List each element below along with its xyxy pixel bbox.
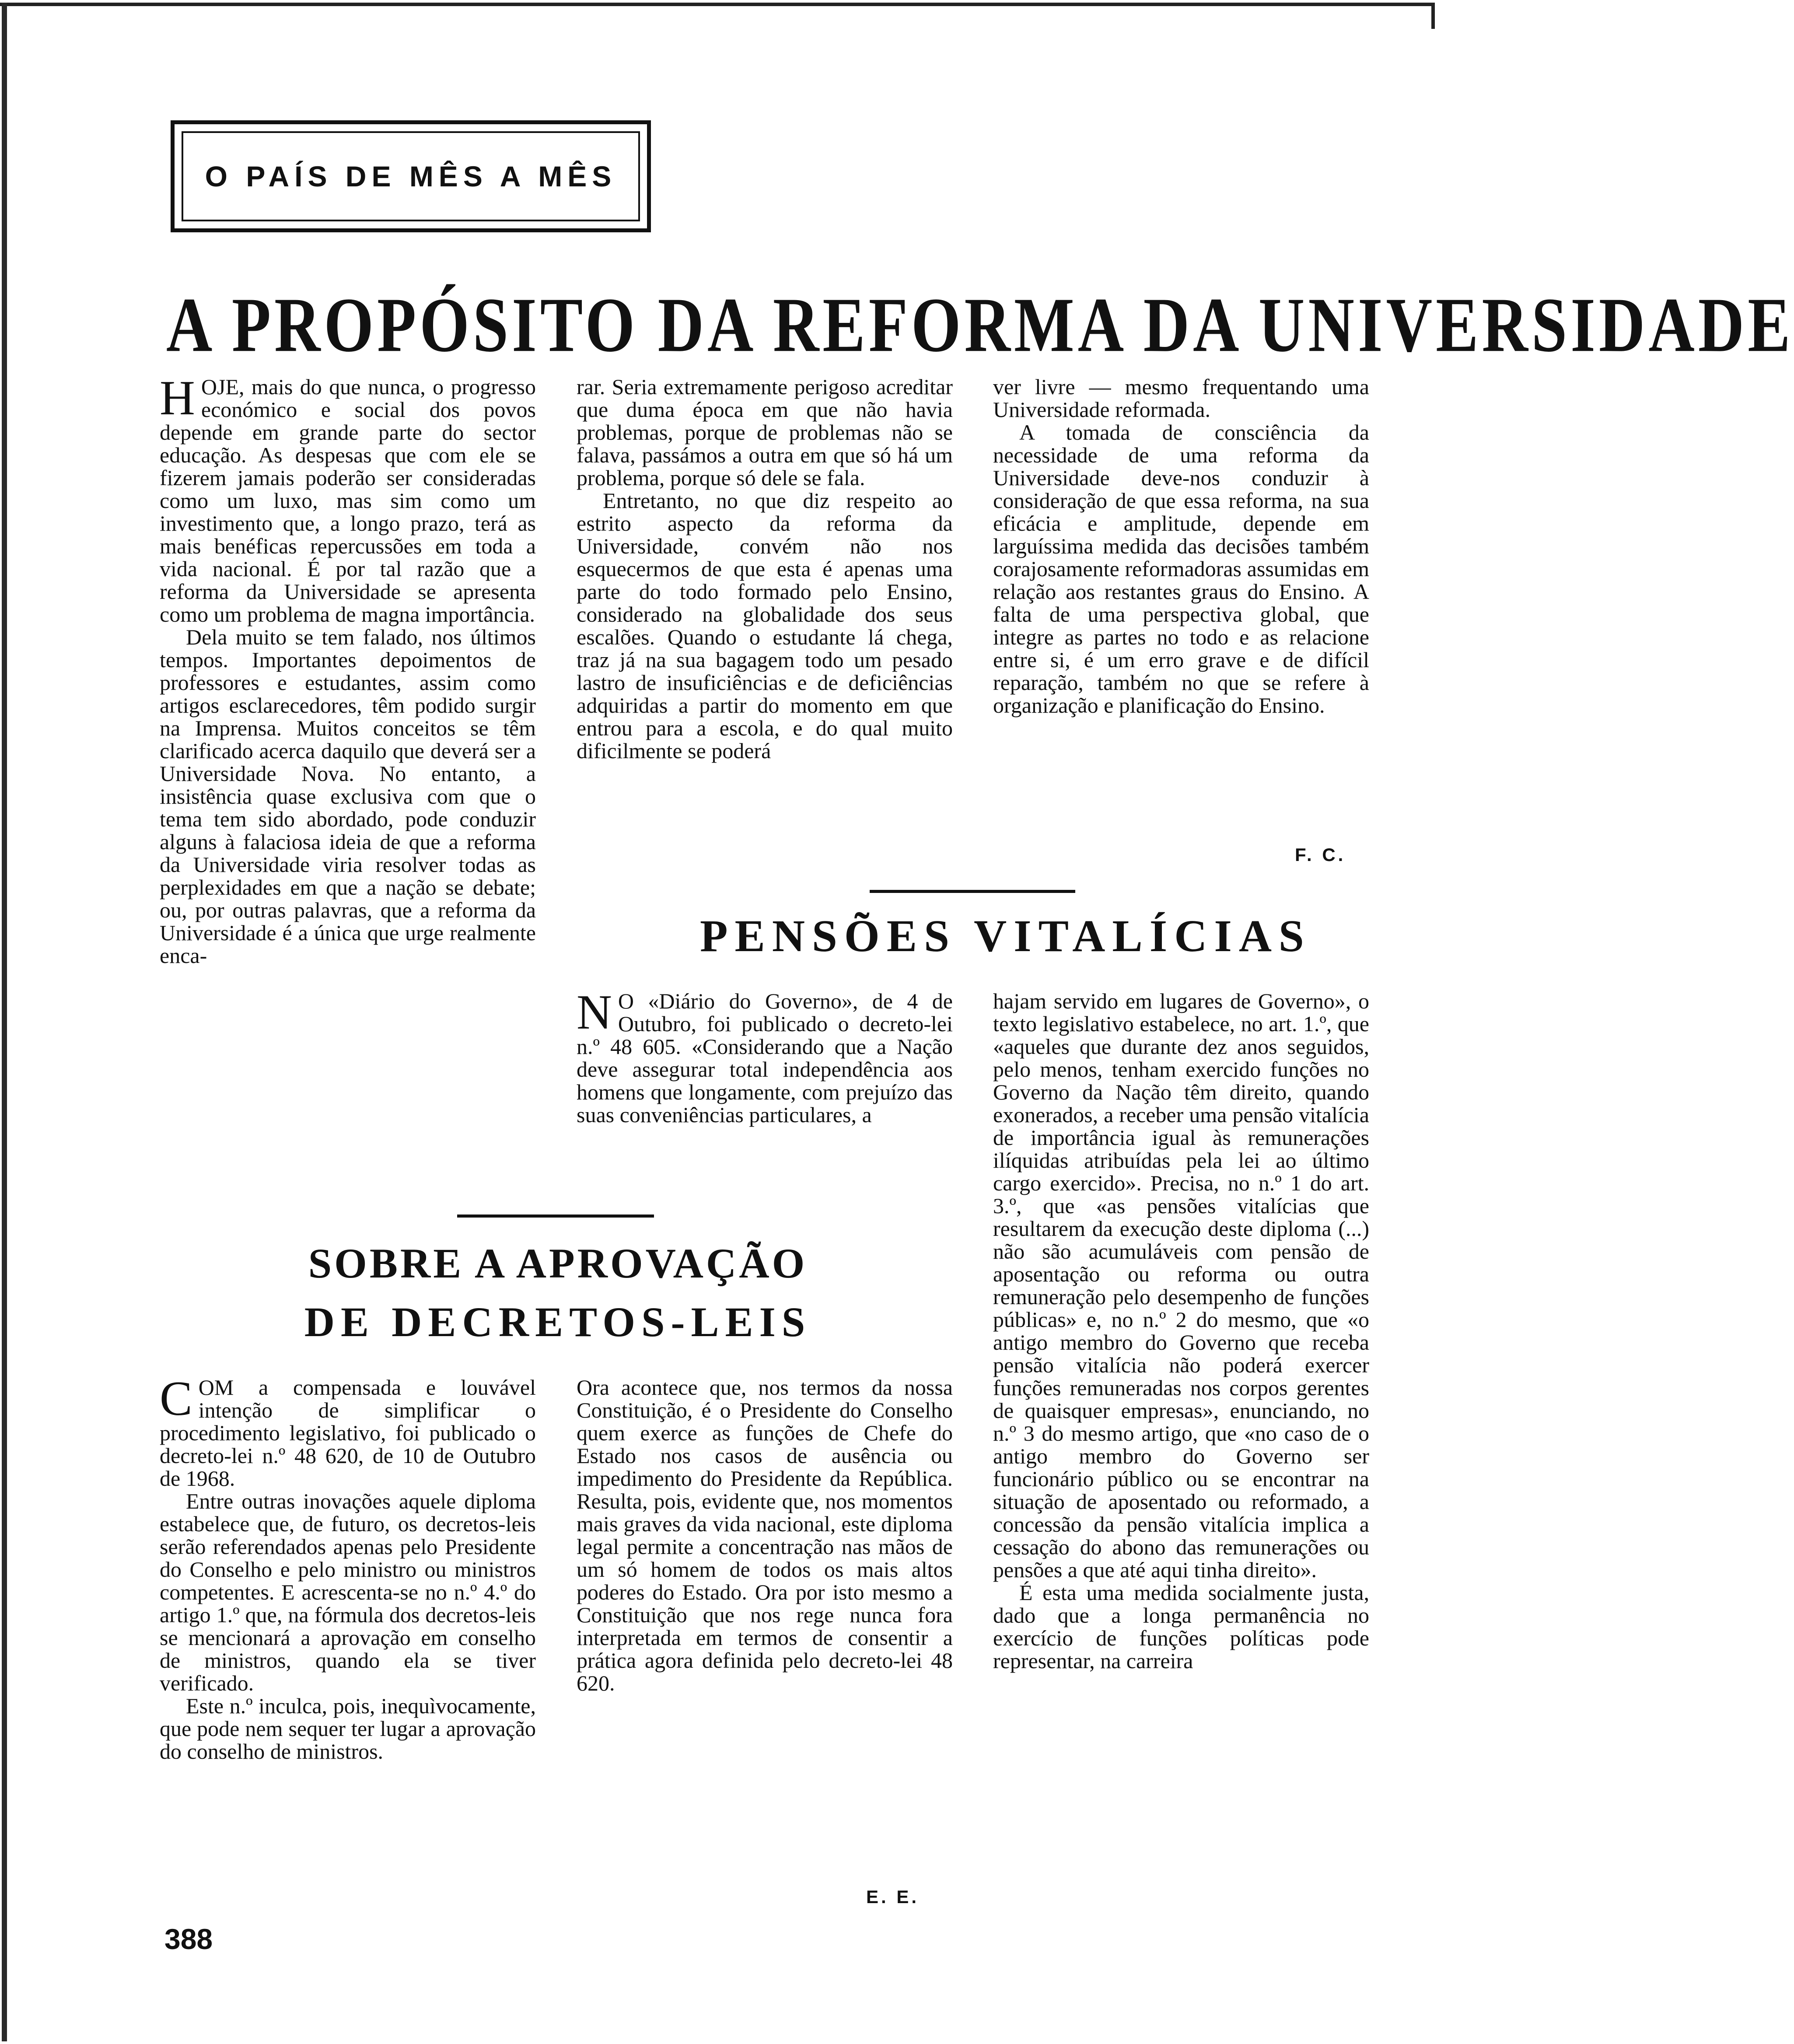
article-title-reforma: A PROPÓSITO DA REFORMA DA UNIVERSIDADE [166,281,1794,368]
article-title-aprovacao-line1: SOBRE A APROVAÇÃO [308,1240,808,1287]
section-label-box [171,120,651,232]
paragraph: OM a compensada e louvável intenção de simplificar o procedimento legislativo, foi publicado o decreto-lei n.º 48 620, de 10 de Outubro de 1968. [160,1375,536,1491]
scan-border-right [1431,3,1435,29]
paragraph: É esta uma medida socialmente justa, dado que a longa permanência no exercício de funções políticas pode representar, na carreira [993,1580,1369,1673]
divider-rule [870,890,1075,893]
article-reforma-col3 [993,375,1369,717]
article-title-pensoes: PENSÕES VITALÍCIAS [700,911,1311,961]
paragraph: ver livre — mesmo frequentando uma Universidade reformada. [993,374,1369,422]
article-aprovacao-col1 [160,1372,536,1764]
article-pensoes-col2 [577,985,953,1127]
paragraph: Este n.º inculca, pois, inequìvocamente, que pode nem sequer ter lugar a aprovação do conselho de ministros. [160,1694,536,1764]
article-aprovacao-col2 [577,1376,953,1694]
paragraph: Ora acontece que, nos termos da nossa Constituição, é o Presidente do Conselho quem exerce as funções de Chefe do Estado nos casos de ausência ou impedimento do Presidente da República. Resulta, pois, evidente que, nos momentos mais graves da vida nacional, este diploma legal permite a concentração nas mãos de um só homem de todos os mais altos poderes do Estado. Ora por isto mesmo a Constituição que nos rege nunca fora interpretada em termos de consentir a prática agora definida pelo decreto-lei 48 620. [577,1375,953,1695]
paragraph: OJE, mais do que nunca, o progresso económico e social dos povos depende em grande parte do sector educação. As despesas que com ele se fizerem jamais poderão ser consideradas como um luxo, mas sim como um investimento que, a longo prazo, terá as mais benéficas repercussões em toda a vida nacional. É por tal razão que a reforma da Universidade se apresenta como um problema de magna importância. [160,374,536,626]
page-number: 388 [164,1923,213,1955]
dropcap-h: H [160,371,195,425]
scan-border-top [0,3,1435,6]
divider-rule [457,1214,654,1218]
dropcap-n: N [577,985,612,1040]
paragraph: Entre outras inovações aquele diploma estabelece que, de futuro, os decretos-leis serão referendados apenas pelo Presidente do Conselho e pelo ministro ou ministros competentes. E acrescenta-se no n.º 4.º do artigo 1.º que, na fórmula dos decretos-leis se mencionará a aprovação em conselho de ministros, quando ela se tiver verificado. [160,1489,536,1695]
signature-ee: E. E. [866,1886,920,1907]
paragraph: A tomada de consciência da necessidade de uma reforma da Universidade deve-nos conduzir à consideração de que essa reforma, na sua eficácia e amplitude, depende em larguíssima medida das decisões também corajosamente reformadoras assumidas em relação aos restantes graus do Ensino. A falta de uma perspectiva global, que integre as partes no todo e as relacione entre si, é um erro grave e de difícil reparação, também no que se refere à organização e planificação do Ensino. [993,420,1369,718]
paragraph: O «Diário do Governo», de 4 de Outubro, foi publicado o decreto-lei n.º 48 605. «Considerando que a Nação deve assegurar total independência aos homens que longamente, com prejuízo das suas conveniências particulares, a [577,989,953,1127]
signature-fc: F. C. [1295,844,1346,865]
paragraph: hajam servido em lugares de Governo», o texto legislativo estabelece, no art. 1.º, que «aqueles que durante dez anos seguidos, pelo menos, tenham exercido funções no Governo da Nação têm direito, quando exonerados, a receber uma pensão vitalícia de importância igual às remunerações ilíquidas atribuídas pela lei ao último cargo exercido». Precisa, no n.º 1 do art. 3.º, que «as pensões vitalícias que resultarem da execução deste diploma (...) não são acumuláveis com pensão de aposentação ou reforma ou outra remuneração pelo desempenho de funções públicas» e, no n.º 2 do mesmo, que «o antigo membro do Governo que receba pensão vitalícia não poderá exercer funções remuneradas nos corpos gerentes de quaisquer empresas», enunciando, no n.º 3 do mesmo artigo, que «no caso de o antigo membro do Governo ser funcionário público ou se encontrar na situação de aposentado ou reformado, a concessão da pensão vitalícia implica a cessação do abono das remunerações ou pensões a que até aqui tinha direito». [993,989,1369,1582]
paragraph: rar. Seria extremamente perigoso acreditar que duma época em que não havia problemas, porque de problemas não se falava, passámos a outra em que só há um problema, porque só dele se fala. [577,374,953,490]
paragraph: Entretanto, no que diz respeito ao estrito aspecto da reforma da Universidade, convém não nos esquecermos de que esta é apenas uma parte do todo formado pelo Ensino, considerado na globalidade dos seus escalões. Quando o estudante lá chega, traz já na sua bagagem todo um pesado lastro de insuficiências e de deficiências adquiridas a partir do momento em que entrou para a escola, e do qual muito dificilmente se poderá [577,488,953,763]
article-pensoes-col3 [993,990,1369,1672]
article-reforma-col2 [577,375,953,762]
article-title-aprovacao-line2: DE DECRETOS-LEIS [304,1298,811,1345]
scan-border-left [2,3,7,2041]
paragraph: Dela muito se tem falado, nos últimos tempos. Importantes depoimentos de professores e estudantes, assim como artigos esclarecedores, têm podido surgir na Imprensa. Muitos conceitos se têm clarificado acerca daquilo que deverá ser a Universidade Nova. No entanto, a insistência quase exclusiva com que o tema tem sido abordado, pode conduzir alguns à falaciosa ideia de que a reforma da Universidade viria resolver todas as perplexidades em que a nação se debate; ou, por outras palavras, que a reforma da Universidade é a única que urge realmente enca- [160,625,536,968]
dropcap-c: C [160,1372,192,1426]
article-reforma-col1 [160,371,536,968]
section-label: O PAÍS DE MÊS A MÊS [205,160,617,192]
